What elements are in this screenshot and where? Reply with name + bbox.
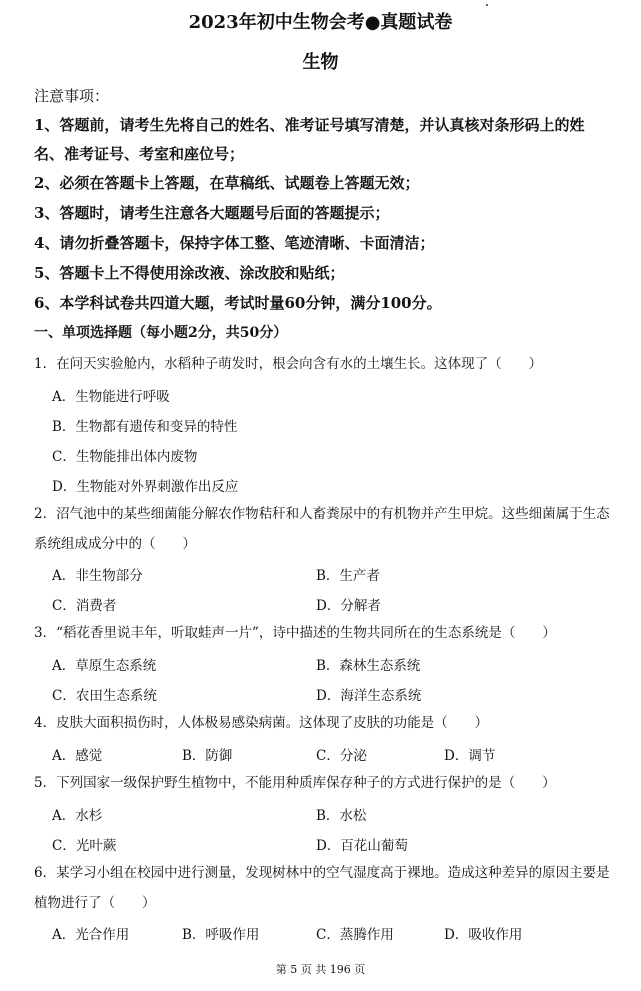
option-d[interactable]: D．海洋生态系统 (316, 688, 422, 704)
option-a[interactable]: A．非生物部分 (52, 568, 143, 584)
notice-item: 2、必须在答题卡上答题，在草稿纸、试题卷上答题无效； (34, 174, 420, 192)
option-a[interactable]: A．草原生态系统 (52, 658, 157, 674)
option-c[interactable]: C．生物能排出体内废物 (52, 449, 198, 465)
option-d[interactable]: D．百花山葡萄 (316, 838, 408, 854)
notice-item: 5、答题卡上不得使用涂改液、涂改胶和贴纸； (34, 264, 345, 282)
option-b[interactable]: B．森林生态系统 (316, 658, 421, 674)
page-footer: 第 5 页 共 196 页 (275, 963, 366, 976)
option-d[interactable]: D．调节 (444, 748, 496, 764)
question-stem: 5．下列国家一级保护野生植物中，不能用种质库保存种子的方式进行保护的是（ ） (34, 775, 556, 791)
option-a[interactable]: A．生物能进行呼吸 (52, 389, 170, 405)
option-b[interactable]: B．水松 (316, 808, 367, 824)
option-c[interactable]: C．消费者 (52, 598, 117, 614)
option-a[interactable]: A．光合作用 (52, 927, 130, 943)
section-title: 一、单项选择题（每小题2分，共50分） (34, 325, 288, 341)
option-c[interactable]: C．农田生态系统 (52, 688, 157, 704)
option-b[interactable]: B．呼吸作用 (182, 927, 260, 943)
option-d[interactable]: D．吸收作用 (444, 927, 523, 943)
option-c[interactable]: C．光叶蕨 (52, 838, 117, 854)
notice-item: 6、本学科试卷共四道大题，考试时量60分钟，满分100分。 (34, 294, 442, 312)
question-stem: 6．某学习小组在校园中进行测量，发现树林中的空气湿度高于裸地。造成这种差异的原因主要是植物进行了（ ） (34, 865, 610, 911)
exam-title: 2023年初中生物会考●真题试卷 (188, 12, 453, 33)
option-b[interactable]: B．生物都有遗传和变异的特性 (52, 419, 238, 435)
scan-dot (486, 4, 488, 6)
option-b[interactable]: B．防御 (182, 748, 233, 764)
question-stem: 3．“稻花香里说丰年，听取蛙声一片”，诗中描述的生物共同所在的生态系统是（ ） (34, 625, 556, 641)
option-c[interactable]: C．分泌 (316, 748, 367, 764)
question-stem: 4．皮肤大面积损伤时，人体极易感染病菌。这体现了皮肤的功能是（ ） (34, 715, 489, 731)
option-d[interactable]: D．分解者 (316, 598, 381, 614)
subject-title: 生物 (302, 52, 339, 73)
option-c[interactable]: C．蒸腾作用 (316, 927, 394, 943)
notice-heading: 注意事项： (34, 87, 110, 105)
option-b[interactable]: B．生产者 (316, 568, 380, 584)
notice-item: 4、请勿折叠答题卡，保持字体工整、笔迹清晰、卡面清洁； (34, 234, 435, 252)
question-stem: 2．沼气池中的某些细菌能分解农作物秸秆和人畜粪尿中的有机物并产生甲烷。这些细菌属于生态系统组成成分中的（ ） (34, 506, 610, 552)
notice-item: 3、答题时，请考生注意各大题题号后面的答题提示； (34, 204, 390, 222)
question-stem: 1．在问天实验舱内，水稻种子萌发时，根会向含有水的土壤生长。这体现了（ ） (34, 356, 543, 372)
option-a[interactable]: A．水杉 (52, 808, 103, 824)
notice-item: 1、答题前，请考生先将自己的姓名、准考证号填写清楚，并认真核对条形码上的姓名、准考证号、考室和座位号； (34, 116, 585, 163)
option-d[interactable]: D．生物能对外界刺激作出反应 (52, 479, 239, 495)
option-a[interactable]: A．感觉 (52, 748, 103, 764)
